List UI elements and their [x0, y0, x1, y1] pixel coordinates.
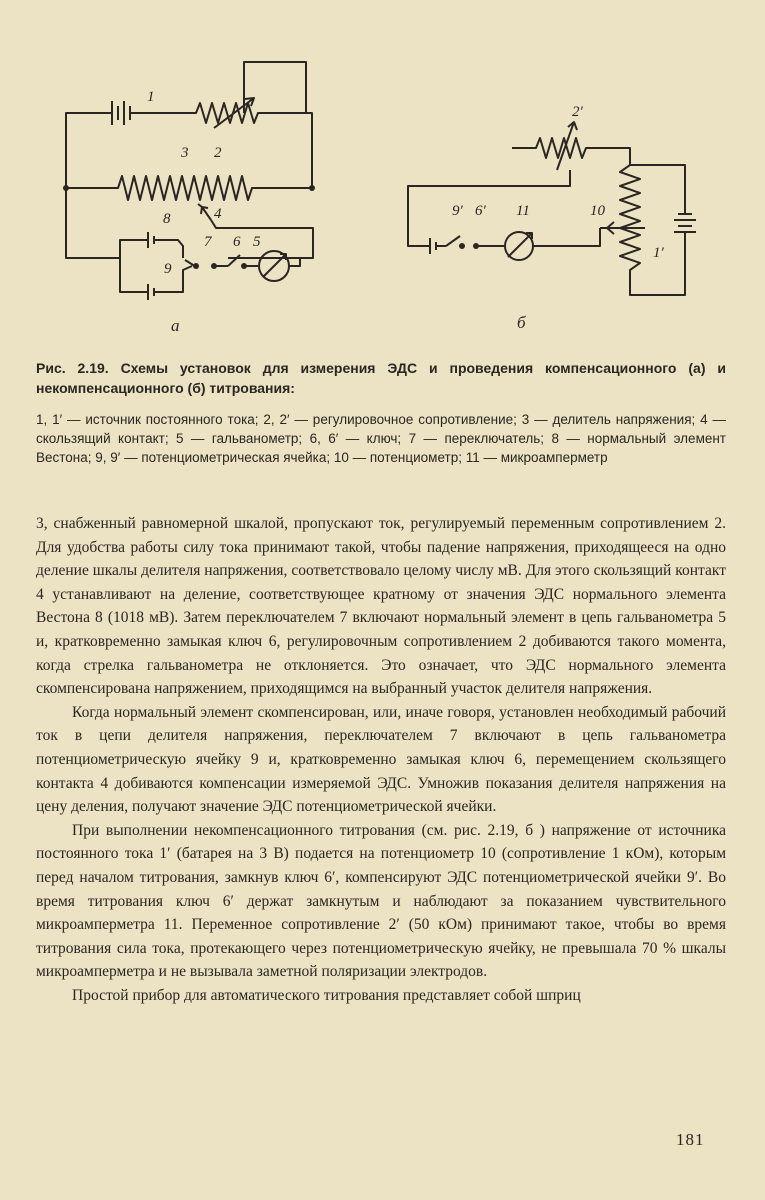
circuit-diagram-b — [380, 0, 720, 340]
label-3: 3 — [181, 145, 189, 161]
body-text — [36, 512, 726, 1007]
figure-a-label: а — [171, 316, 180, 335]
label-10: 10 — [590, 203, 605, 219]
circuit-diagram-a — [0, 0, 340, 340]
label-6: 6 — [233, 234, 241, 250]
label-8: 8 — [163, 211, 171, 227]
label-4: 4 — [214, 206, 222, 222]
label-2: 2 — [214, 145, 222, 161]
label-9: 9 — [164, 261, 172, 277]
label-11: 11 — [516, 203, 530, 219]
label-1: 1 — [147, 89, 155, 105]
label-7: 7 — [204, 234, 212, 250]
figure-b-label: б — [517, 313, 526, 332]
label-5: 5 — [253, 234, 261, 250]
figure-caption-title: Рис. 2.19. Схемы установок для измерения ЭДС и проведения компенсационного (а) и некомпенсационного (б) титрования: — [36, 360, 726, 396]
paragraph-3: При выполнении некомпенсационного титрования (см. рис. 2.19, б ) напряжение от источника постоянного тока 1′ (батарея на 3 В) подается на потенциометр 10 (сопротивление 1 кОм), которым перед началом титрования, замкнув ключ 6′, компенсируют ЭДС потенциометрической ячейки 9′. Во время титрования ключ 6′ держат замкнутым и наблюдают за показанием чувствительного микроамперметра 11. Переменное сопротивление 2′ (50 кОм) принимают такое, чтобы во время титрования сила тока, протекающего через потенциометрическую ячейку, не превышала 70 % шкалы микроамперметра и не вызывала заметной поляризации электродов. — [36, 821, 726, 981]
paragraph-1: 3, снабженный равномерной шкалой, пропускают ток, регулируемый переменным сопротивлением 2. Для удобства работы силу тока принимают такой, чтобы падение напряжения, приходящееся на одно деление шкалы делителя напряжения, соответствовало целому числу мВ. Для этого скользящий контакт 4 устанавливают на деление, соответствующее кратному от значения ЭДС нормального элемента Вестона 8 (1018 мВ). Затем переключателем 7 включают нормальный элемент в цепь гальванометра 5 и, кратковременно замыкая ключ 6, регулировочным сопротивлением 2 добиваются такого момента, когда стрелка гальванометра не отклоняется. Это означает, что ЭДС нормального элемента скомпенсирована напряжением, приходящимся на выбранный участок делителя напряжения. — [36, 515, 726, 698]
label-9-prime: 9′ — [452, 203, 463, 219]
paragraph-4: Простой прибор для автоматического титрования представляет собой шприц — [72, 986, 581, 1004]
figure-legend: 1, 1′ — источник постоянного тока; 2, 2′ — регулировочное сопротивление; 3 — делитель напряжения; 4 — скользящий контакт; 5 — гальванометр; 6, 6′ — ключ; 7 — переключатель; 8 — нормальный элемент Вестона; 9, 9′ — потенциометрическая ячейка; 10 — потенциометр; 11 — микроамперметр — [36, 412, 726, 465]
label-6-prime: 6′ — [475, 203, 486, 219]
paragraph-2: Когда нормальный элемент скомпенсирован, или, иначе говоря, установлен необходимый рабочий ток в цепи делителя напряжения, переключателем 7 включают в цепь гальванометра потенциометрическую ячейку 9 и, кратковременно замыкая ключ 6, перемещением скользящего контакта 4 добиваются компенсации измеряемой ЭДС. Умножив показания делителя напряжения на цену деления, получают значение ЭДС потенциометрической ячейки. — [36, 703, 726, 816]
label-2-prime: 2′ — [572, 104, 583, 120]
label-1-prime: 1′ — [653, 245, 664, 261]
page-number: 181 — [676, 1130, 705, 1149]
